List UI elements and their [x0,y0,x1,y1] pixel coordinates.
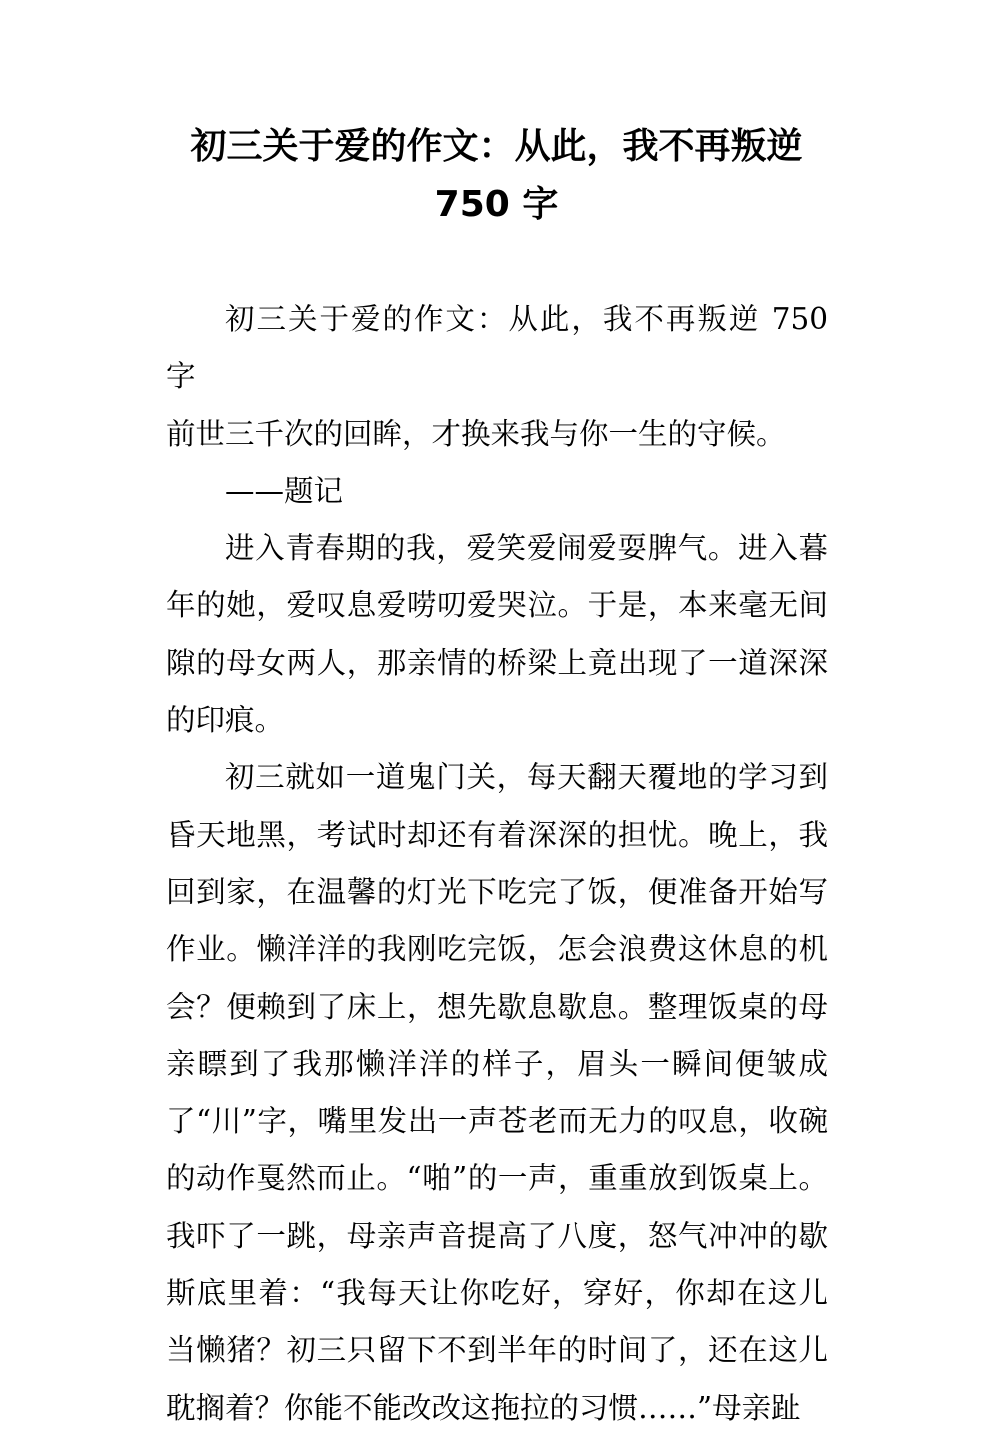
paragraph-heading: 初三关于爱的作文：从此，我不再叛逆 750 字 [166,302,828,394]
paragraph-epigraph-attribution: ——题记 [225,473,344,508]
document-title: 初三关于爱的作文：从此，我不再叛逆 750 字 [190,126,803,225]
paragraph-body: 初三就如一道鬼门关，每天翻天覆地的学习到昏天地黑，考试时却还有着深深的担忧。晚上，我回到家，在温馨的灯光下吃完了饭，便准备开始写作业。懒洋洋的我刚吃完饭，怎会浪费这休息的机会？便赖到了床上，想先歇息歇息。整理饭桌的母亲瞟到了我那懒洋洋的样子，眉头一瞬间便皱成了“川”字，嘴里发出一声苍老而无力的叹息，收碗的动作戛然而止。“啪”的一声，重重放到饭桌上。我吓了一跳，母亲声音提高了八度，怒气冲冲的歇斯底里着：“我每天让你吃好，穿好，你却在这儿当懒猪？初三只留下不到半年的时间了，还在这儿耽搁着？你能不能改改这拖拉的习惯……”母亲趾 [166,760,828,1425]
paragraph-epigraph: 前世三千次的回眸，才换来我与你一生的守候。 [166,416,786,451]
document-body [166,291,828,1437]
paragraph-body: 进入青春期的我，爱笑爱闹爱耍脾气。进入暮年的她，爱叹息爱唠叨爱哭泣。于是，本来毫无间隙的母女两人，那亲情的桥梁上竟出现了一道深深的印痕。 [166,531,828,738]
